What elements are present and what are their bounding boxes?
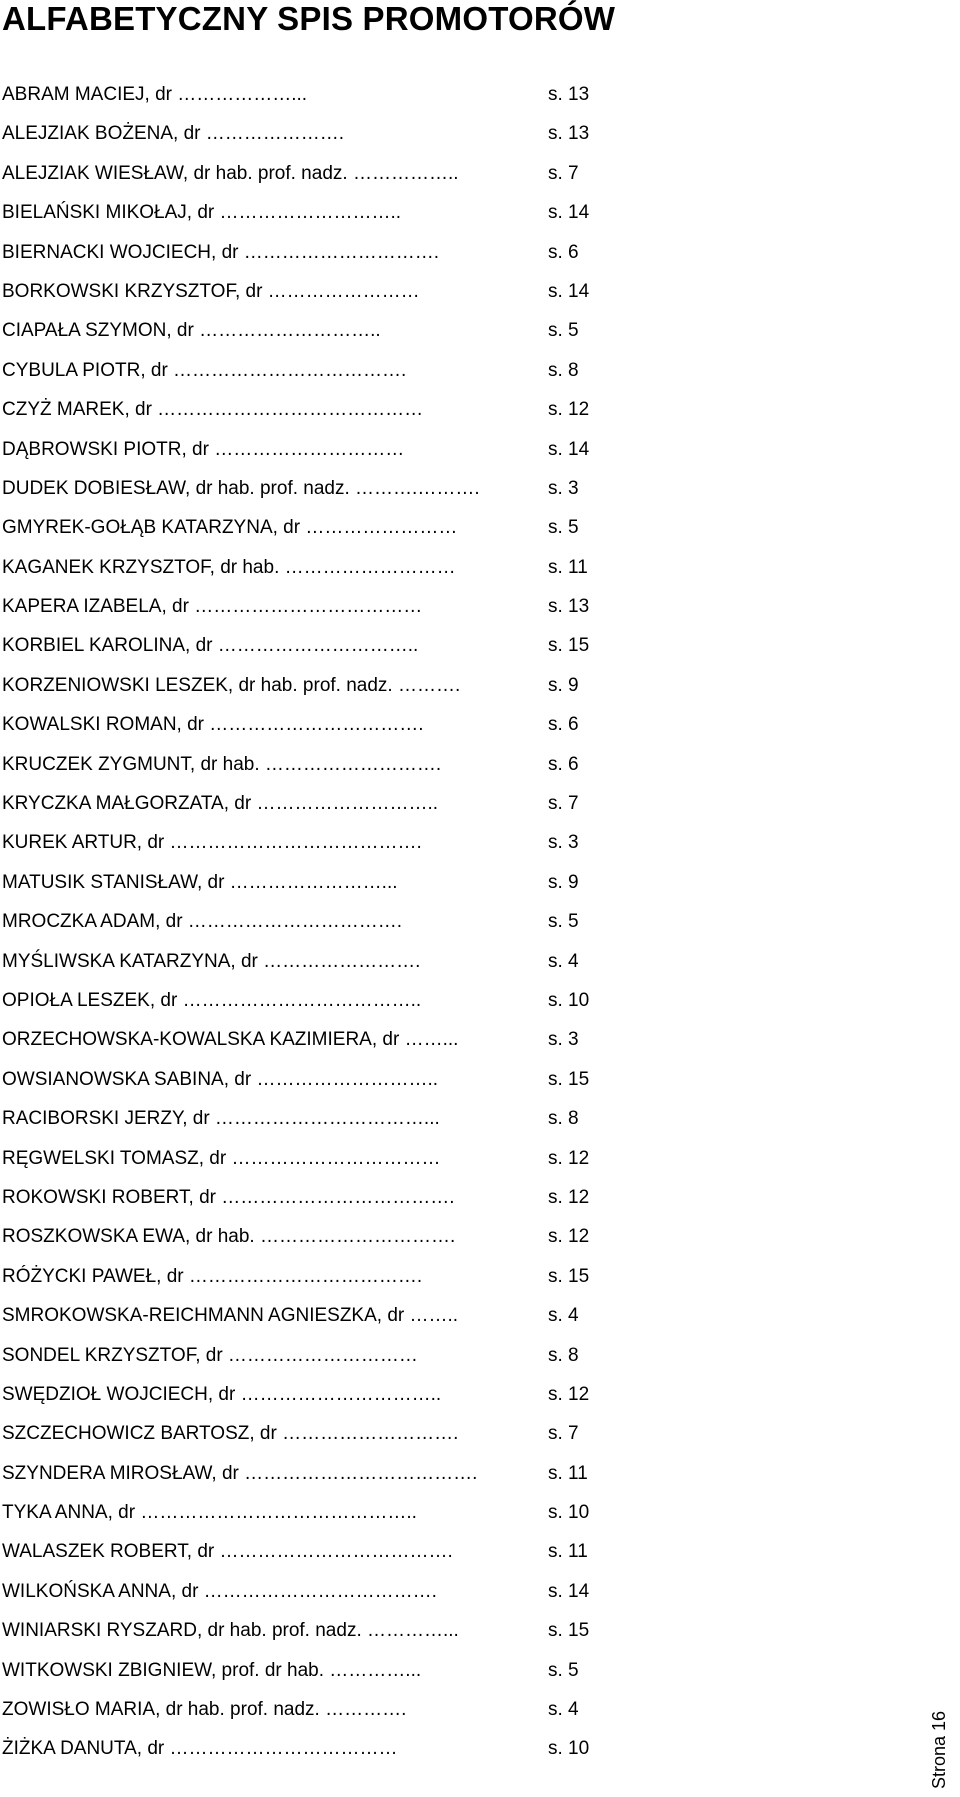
page-reference: s. 12 [548, 399, 590, 421]
index-entry [0, 1148, 900, 1187]
promoter-name: KORZENIOWSKI LESZEK, dr hab. prof. nadz. ………. [2, 674, 461, 696]
page-reference: s. 11 [548, 1462, 588, 1484]
page-reference: s. 4 [548, 1305, 579, 1327]
promoter-name: KOWALSKI ROMAN, dr ……………………………. [2, 714, 424, 736]
index-entry [0, 439, 900, 478]
promoter-name: OPIOŁA LESZEK, dr ……………………………….. [2, 989, 422, 1011]
promoter-name: KAGANEK KRZYSZTOF, dr hab. ……………………… [2, 556, 456, 578]
page-reference: s. 6 [548, 714, 579, 736]
page-reference: s. 14 [548, 280, 590, 302]
promoter-name: ROKOWSKI ROBERT, dr ………………………………. [2, 1186, 455, 1208]
page-reference: s. 5 [548, 911, 579, 933]
promoter-name: ŻIŻKA DANUTA, dr ……………………………… [2, 1738, 398, 1760]
page-reference: s. 7 [548, 162, 579, 184]
promoter-name: KAPERA IZABELA, dr ……………………………… [2, 596, 423, 618]
page-number-label: Strona 16 [929, 1710, 949, 1789]
page-reference: s. 6 [548, 241, 579, 263]
promoter-name: MATUSIK STANISŁAW, dr ……………………... [2, 871, 398, 893]
page-reference: s. 12 [548, 1186, 590, 1208]
promoter-name: CZYŻ MAREK, dr …………………………………… [2, 399, 424, 421]
page-reference: s. 4 [548, 1699, 579, 1721]
index-entry [0, 1305, 900, 1344]
index-entry [0, 163, 900, 202]
promoter-name: OWSIANOWSKA SABINA, dr ……………………….. [2, 1068, 438, 1090]
promoter-name: KORBIEL KAROLINA, dr ………………………….. [2, 635, 419, 657]
page-reference: s. 5 [548, 1659, 579, 1681]
page-title: ALFABETYCZNY SPIS PROMOTORÓW [2, 0, 616, 37]
page-number-footer [928, 1669, 950, 1789]
promoter-name: SONDEL KRZYSZTOF, dr ………………………… [2, 1344, 418, 1366]
index-entry [0, 1738, 900, 1777]
page-reference: s. 12 [548, 1383, 590, 1405]
promoter-name: ORZECHOWSKA-KOWALSKA KAZIMIERA, dr ……... [2, 1029, 459, 1051]
page-reference: s. 3 [548, 832, 579, 854]
page-reference: s. 6 [548, 753, 579, 775]
promoter-name: ABRAM MACIEJ, dr ………………... [2, 84, 308, 105]
page-reference: s. 8 [548, 1108, 579, 1130]
index-entry [0, 242, 900, 281]
page-reference: s. 10 [548, 1502, 590, 1524]
index-entry [0, 872, 900, 911]
index-entry [0, 1463, 900, 1502]
page-reference: s. 15 [548, 1068, 590, 1090]
promoter-name: ROSZKOWSKA EWA, dr hab. …………………………. [2, 1226, 456, 1248]
page-reference: s. 14 [548, 202, 590, 224]
promoter-name: MYŚLIWSKA KATARZYNA, dr ……………………. [2, 950, 421, 972]
promoter-name: SWĘDZIOŁ WOJCIECH, dr ………………………….. [2, 1383, 442, 1405]
page-reference: s. 3 [548, 1029, 579, 1051]
page-reference: s. 10 [548, 989, 590, 1011]
promoter-name: ALEJZIAK WIESŁAW, dr hab. prof. nadz. …………….. [2, 162, 459, 184]
index-entry [0, 1699, 900, 1738]
promoter-name: SMROKOWSKA-REICHMANN AGNIESZKA, dr …….. [2, 1305, 459, 1327]
index-entry [0, 911, 900, 950]
promoter-name: MROCZKA ADAM, dr ……………………………. [2, 911, 403, 933]
promoter-name: WINIARSKI RYSZARD, dr hab. prof. nadz. …………... [2, 1620, 459, 1642]
promoter-name: BIERNACKI WOJCIECH, dr …………………………. [2, 241, 440, 263]
page-reference: s. 11 [548, 1541, 588, 1563]
index-entry [0, 517, 900, 556]
index-entry [0, 1384, 900, 1423]
page-reference: s. 5 [548, 517, 579, 539]
index-entry [0, 202, 900, 241]
index-entry [0, 635, 900, 674]
promoter-name: RACIBORSKI JERZY, dr ……………………………... [2, 1108, 440, 1130]
index-entry [0, 281, 900, 320]
promoter-name: SZYNDERA MIROSŁAW, dr ………………………………. [2, 1462, 478, 1484]
page-reference: s. 8 [548, 359, 579, 381]
promoter-name: RÓŻYCKI PAWEŁ, dr ………………………………. [2, 1265, 423, 1287]
index-entry [0, 990, 900, 1029]
index-entry [0, 360, 900, 399]
promoter-name: KUREK ARTUR, dr …………………………………. [2, 832, 422, 854]
page-reference: s. 15 [548, 635, 590, 657]
index-entry [0, 1266, 900, 1305]
promoter-name: BIELAŃSKI MIKOŁAJ, dr ……………………….. [2, 202, 402, 224]
promoter-name: CYBULA PIOTR, dr ………………………………. [2, 359, 407, 381]
index-entry [0, 793, 900, 832]
index-entry [0, 84, 900, 123]
index-entry [0, 478, 900, 517]
index-entry [0, 1187, 900, 1226]
promoter-name: DĄBROWSKI PIOTR, dr ………………………… [2, 438, 405, 460]
promoter-name: KRUCZEK ZYGMUNT, dr hab. ………………………. [2, 753, 442, 775]
index-entry [0, 1226, 900, 1265]
page-reference: s. 5 [548, 320, 579, 342]
index-entry [0, 1108, 900, 1147]
index-entry [0, 1029, 900, 1068]
index-entry [0, 1541, 900, 1580]
page-reference: s. 13 [548, 123, 590, 145]
index-entry [0, 1345, 900, 1384]
promoter-name: RĘGWELSKI TOMASZ, dr …………………………… [2, 1147, 441, 1169]
index-entry [0, 596, 900, 635]
promoter-name: KRYCZKA MAŁGORZATA, dr ……………………….. [2, 793, 438, 815]
promoter-index-list [0, 84, 900, 1778]
promoter-name: WALASZEK ROBERT, dr ………………………………. [2, 1541, 453, 1563]
promoter-name: CIAPAŁA SZYMON, dr ……………………….. [2, 320, 381, 342]
index-entry [0, 1502, 900, 1541]
page-reference: s. 7 [548, 793, 579, 815]
index-entry [0, 675, 900, 714]
promoter-name: ALEJZIAK BOŻENA, dr …………………. [2, 123, 345, 145]
index-entry [0, 754, 900, 793]
promoter-name: GMYREK-GOŁĄB KATARZYNA, dr …………………… [2, 517, 458, 539]
promoter-name: ZOWISŁO MARIA, dr hab. prof. nadz. …………. [2, 1699, 407, 1721]
page-reference: s. 11 [548, 556, 588, 578]
promoter-name: WITKOWSKI ZBIGNIEW, prof. dr hab. …………... [2, 1659, 422, 1681]
index-entry [0, 1069, 900, 1108]
page-reference: s. 15 [548, 1620, 590, 1642]
promoter-name: WILKOŃSKA ANNA, dr ………………………………. [2, 1580, 437, 1602]
page-reference: s. 14 [548, 1580, 590, 1602]
page-reference: s. 12 [548, 1147, 590, 1169]
index-entry [0, 1620, 900, 1659]
page-reference: s. 14 [548, 438, 590, 460]
page-reference: s. 9 [548, 871, 579, 893]
promoter-name: TYKA ANNA, dr …………………………………….. [2, 1502, 417, 1524]
page-reference: s. 13 [548, 84, 590, 105]
page-reference: s. 10 [548, 1738, 590, 1760]
index-entry [0, 832, 900, 871]
promoter-name: BORKOWSKI KRZYSZTOF, dr …………………… [2, 280, 420, 302]
page-reference: s. 4 [548, 950, 579, 972]
index-entry [0, 951, 900, 990]
promoter-name: DUDEK DOBIESŁAW, dr hab. prof. nadz. ……….………. [2, 477, 480, 499]
index-entry [0, 123, 900, 162]
page-reference: s. 3 [548, 477, 579, 499]
page-reference: s. 9 [548, 674, 579, 696]
index-entry [0, 714, 900, 753]
index-entry [0, 320, 900, 359]
page-reference: s. 12 [548, 1226, 590, 1248]
page-reference: s. 15 [548, 1265, 590, 1287]
index-entry [0, 399, 900, 438]
index-entry [0, 1581, 900, 1620]
index-entry [0, 1660, 900, 1699]
index-entry [0, 1423, 900, 1462]
index-entry [0, 557, 900, 596]
page-reference: s. 13 [548, 596, 590, 618]
page-reference: s. 8 [548, 1344, 579, 1366]
page-reference: s. 7 [548, 1423, 579, 1445]
promoter-name: SZCZECHOWICZ BARTOSZ, dr ………………………. [2, 1423, 459, 1445]
